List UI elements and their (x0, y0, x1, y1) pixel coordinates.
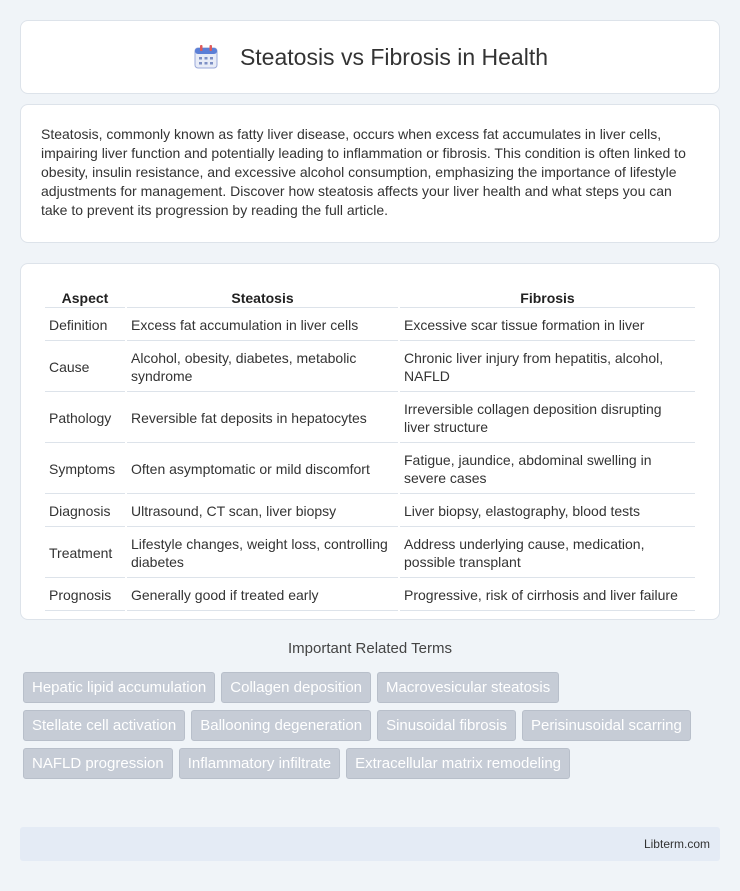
column-header-aspect: Aspect (45, 288, 125, 308)
related-term-tag[interactable]: Perisinusoidal scarring (522, 710, 691, 741)
related-terms-title: Important Related Terms (288, 640, 452, 657)
comparison-table-card (20, 263, 720, 620)
cell-steatosis: Alcohol, obesity, diabetes, metabolic syndrome (127, 343, 398, 392)
header-card (20, 20, 720, 94)
table-row (45, 445, 695, 494)
intro-text: Steatosis, commonly known as fatty liver disease, occurs when excess fat accumulates in liver cells, impairing liver function and potentially leading to inflammation or fibrosis. This condition is often linked to obesity, insulin resistance, and excessive alcohol consumption, emphasizing the importance of lifestyle adjustments for management. Discover how steatosis affects your liver health and what steps you can take to prevent its progression by reading the full article. (41, 126, 686, 218)
related-term-tag[interactable]: NAFLD progression (23, 748, 173, 779)
related-term-tag[interactable]: Ballooning degeneration (191, 710, 371, 741)
cell-steatosis: Lifestyle changes, weight loss, controlling diabetes (127, 529, 398, 578)
comparison-table (43, 286, 697, 613)
cell-steatosis: Often asymptomatic or mild discomfort (127, 445, 398, 494)
calendar-icon (192, 43, 220, 71)
cell-aspect: Prognosis (45, 580, 125, 611)
related-term-tag[interactable]: Stellate cell activation (23, 710, 185, 741)
related-term-tag[interactable]: Sinusoidal fibrosis (377, 710, 516, 741)
cell-aspect: Diagnosis (45, 496, 125, 527)
column-header-fibrosis: Fibrosis (400, 288, 695, 308)
related-term-tag[interactable]: Macrovesicular steatosis (377, 672, 559, 703)
footer-site-link[interactable]: Libterm.com (643, 837, 710, 851)
cell-aspect: Definition (45, 310, 125, 341)
cell-aspect: Symptoms (45, 445, 125, 494)
related-terms-list (23, 672, 723, 779)
column-header-steatosis: Steatosis (127, 288, 398, 308)
page-title: Steatosis vs Fibrosis in Health (239, 43, 549, 70)
intro-card (20, 104, 720, 243)
cell-fibrosis: Address underlying cause, medication, possible transplant (400, 529, 695, 578)
table-row (45, 580, 695, 611)
table-row (45, 310, 695, 341)
cell-steatosis: Excess fat accumulation in liver cells (127, 310, 398, 341)
table-header-row (45, 288, 695, 308)
cell-fibrosis: Progressive, risk of cirrhosis and liver failure (400, 580, 695, 611)
related-term-tag[interactable]: Inflammatory infiltrate (179, 748, 340, 779)
related-term-tag[interactable]: Hepatic lipid accumulation (23, 672, 215, 703)
table-row (45, 394, 695, 443)
cell-steatosis: Generally good if treated early (127, 580, 398, 611)
cell-fibrosis: Fatigue, jaundice, abdominal swelling in severe cases (400, 445, 695, 494)
cell-steatosis: Reversible fat deposits in hepatocytes (127, 394, 398, 443)
related-term-tag[interactable]: Collagen deposition (221, 672, 371, 703)
cell-fibrosis: Chronic liver injury from hepatitis, alcohol, NAFLD (400, 343, 695, 392)
table-row (45, 496, 695, 527)
cell-aspect: Cause (45, 343, 125, 392)
footer (20, 827, 720, 861)
table-row (45, 529, 695, 578)
cell-fibrosis: Irreversible collagen deposition disrupting liver structure (400, 394, 695, 443)
related-term-tag[interactable]: Extracellular matrix remodeling (346, 748, 570, 779)
cell-fibrosis: Excessive scar tissue formation in liver (400, 310, 695, 341)
cell-fibrosis: Liver biopsy, elastography, blood tests (400, 496, 695, 527)
cell-aspect: Pathology (45, 394, 125, 443)
cell-steatosis: Ultrasound, CT scan, liver biopsy (127, 496, 398, 527)
table-row (45, 343, 695, 392)
cell-aspect: Treatment (45, 529, 125, 578)
